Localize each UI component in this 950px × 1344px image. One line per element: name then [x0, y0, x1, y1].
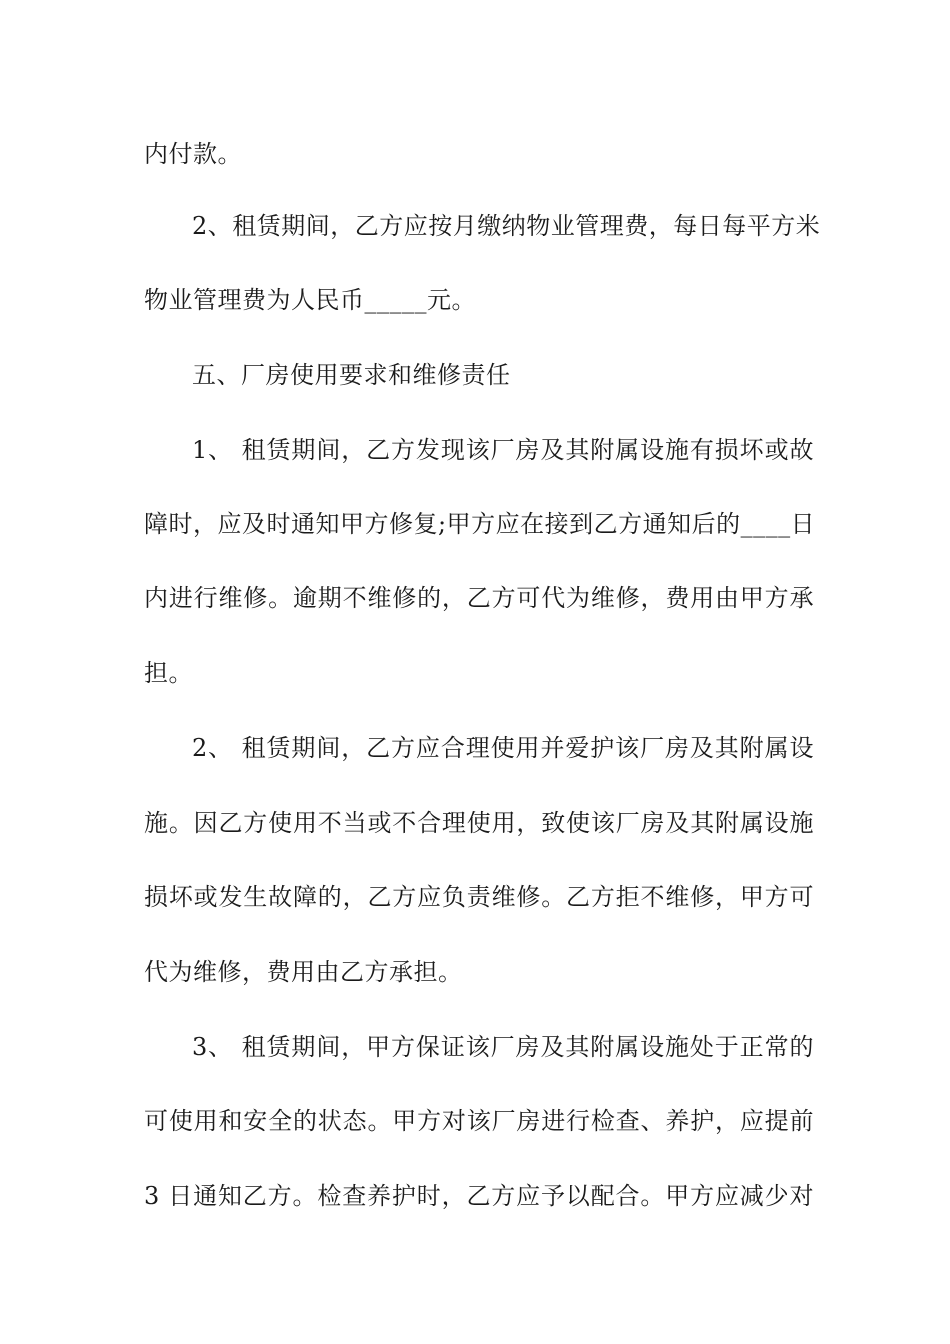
- text-line: 3 日通知乙方。检查养护时，乙方应予以配合。甲方应减少对: [144, 1182, 814, 1210]
- text-line: 物业管理费为人民币_____元。: [144, 286, 476, 314]
- text-line: 障时，应及时通知甲方修复;甲方应在接到乙方通知后的____日: [144, 510, 816, 538]
- text-line: 3、 租赁期间，甲方保证该厂房及其附属设施处于正常的: [192, 1033, 814, 1061]
- text-line: 2、 租赁期间，乙方应合理使用并爱护该厂房及其附属设: [192, 734, 814, 762]
- text-line: 损坏或发生故障的，乙方应负责维修。乙方拒不维修，甲方可: [144, 883, 814, 911]
- text-line: 2、租赁期间，乙方应按月缴纳物业管理费，每日每平方米: [192, 212, 821, 240]
- text-line: 可使用和安全的状态。甲方对该厂房进行检查、养护，应提前: [144, 1107, 814, 1135]
- text-line: 施。因乙方使用不当或不合理使用，致使该厂房及其附属设施: [144, 809, 814, 837]
- text-line: 担。: [144, 659, 193, 687]
- text-line: 内付款。: [144, 140, 242, 168]
- text-line: 代为维修，费用由乙方承担。: [144, 958, 463, 986]
- text-line: 内进行维修。逾期不维修的，乙方可代为维修，费用由甲方承: [144, 584, 814, 612]
- text-line: 1、 租赁期间，乙方发现该厂房及其附属设施有损坏或故: [192, 436, 814, 464]
- section-heading: 五、厂房使用要求和维修责任: [192, 361, 511, 389]
